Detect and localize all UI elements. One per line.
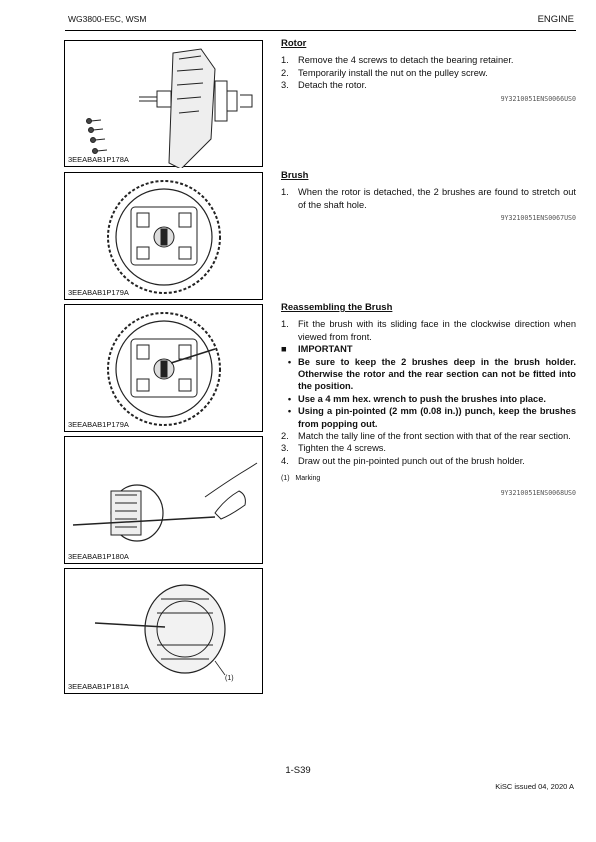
step-item: 1. When the rotor is detached, the 2 brushes are found to stretch out of the shaft hole. bbox=[281, 187, 576, 210]
step-item: 1. Fit the brush with its sliding face in the clockwise direction when viewed from front. bbox=[281, 319, 576, 342]
chapter-title: ENGINE bbox=[537, 14, 574, 25]
figure-caption: 3EEABAB1P180A bbox=[68, 552, 129, 561]
reference-code: 9Y3210051ENS0067US0 bbox=[500, 214, 576, 223]
step-item: 3. Detach the rotor. bbox=[281, 80, 367, 91]
step-item: 4. Draw out the pin-pointed punch out of the brush holder. bbox=[281, 455, 525, 466]
brush-illustration bbox=[65, 173, 264, 301]
manual-code: WG3800-E5C, WSM bbox=[68, 14, 147, 24]
brush-reassembly-illustration bbox=[65, 305, 264, 433]
step-item: 1. Remove the 4 screws to detach the bearing retainer. bbox=[281, 55, 514, 66]
reference-code: 9Y3210051ENS0068US0 bbox=[500, 488, 576, 497]
section-title: Reassembling the Brush bbox=[281, 302, 393, 313]
figure-rotor bbox=[64, 40, 263, 167]
section-rotor bbox=[281, 38, 576, 105]
section-reassembling bbox=[281, 302, 576, 499]
figure-punch bbox=[64, 436, 263, 564]
important-heading: ■ IMPORTANT bbox=[281, 344, 353, 355]
figure-caption: 3EEABAB1P179A bbox=[68, 420, 129, 429]
section-title: Rotor bbox=[281, 38, 307, 49]
page-number: 1-S39 bbox=[285, 765, 311, 776]
marking-callout: (1) bbox=[225, 675, 234, 682]
important-bullet: • Use a 4 mm hex. wrench to push the brushes into place. bbox=[281, 393, 576, 405]
figure-brush-reassembly bbox=[64, 304, 263, 432]
figure-brush bbox=[64, 172, 263, 300]
important-bullet: • Be sure to keep the 2 brushes deep in the brush holder. Otherwise the rotor and the rear section can not be fitted into the position. bbox=[281, 356, 576, 393]
reference-code: 9Y3210051ENS0066US0 bbox=[500, 94, 576, 103]
bullet-icon: • bbox=[287, 393, 292, 404]
figure-caption: 3EEABAB1P181A bbox=[68, 682, 129, 691]
step-item: 2. Match the tally line of the front section with that of the rear section. bbox=[281, 431, 571, 442]
important-bullet: • Using a pin-pointed (2 mm (0.08 in.)) punch, keep the brushes from popping out. bbox=[281, 405, 576, 430]
figure-caption: 3EEABAB1P179A bbox=[68, 288, 129, 297]
step-item: 3. Tighten the 4 screws. bbox=[281, 443, 387, 454]
section-brush bbox=[281, 170, 576, 225]
issue-label: KiSC issued 04, 2020 A bbox=[495, 782, 574, 791]
figure-caption: 3EEABAB1P178A bbox=[68, 155, 129, 164]
legend-note: (1) Marking bbox=[281, 475, 321, 483]
bullet-icon: • bbox=[287, 356, 292, 367]
marking-illustration bbox=[65, 569, 264, 695]
section-title: Brush bbox=[281, 170, 309, 181]
screw-icons bbox=[87, 119, 108, 154]
bullet-icon: • bbox=[287, 406, 292, 417]
rotor-illustration bbox=[65, 41, 264, 168]
header-rule bbox=[65, 30, 576, 31]
punch-illustration bbox=[65, 437, 264, 565]
square-icon: ■ bbox=[281, 344, 287, 355]
figure-marking bbox=[64, 568, 263, 694]
step-item: 2. Temporarily install the nut on the pulley screw. bbox=[281, 67, 488, 78]
